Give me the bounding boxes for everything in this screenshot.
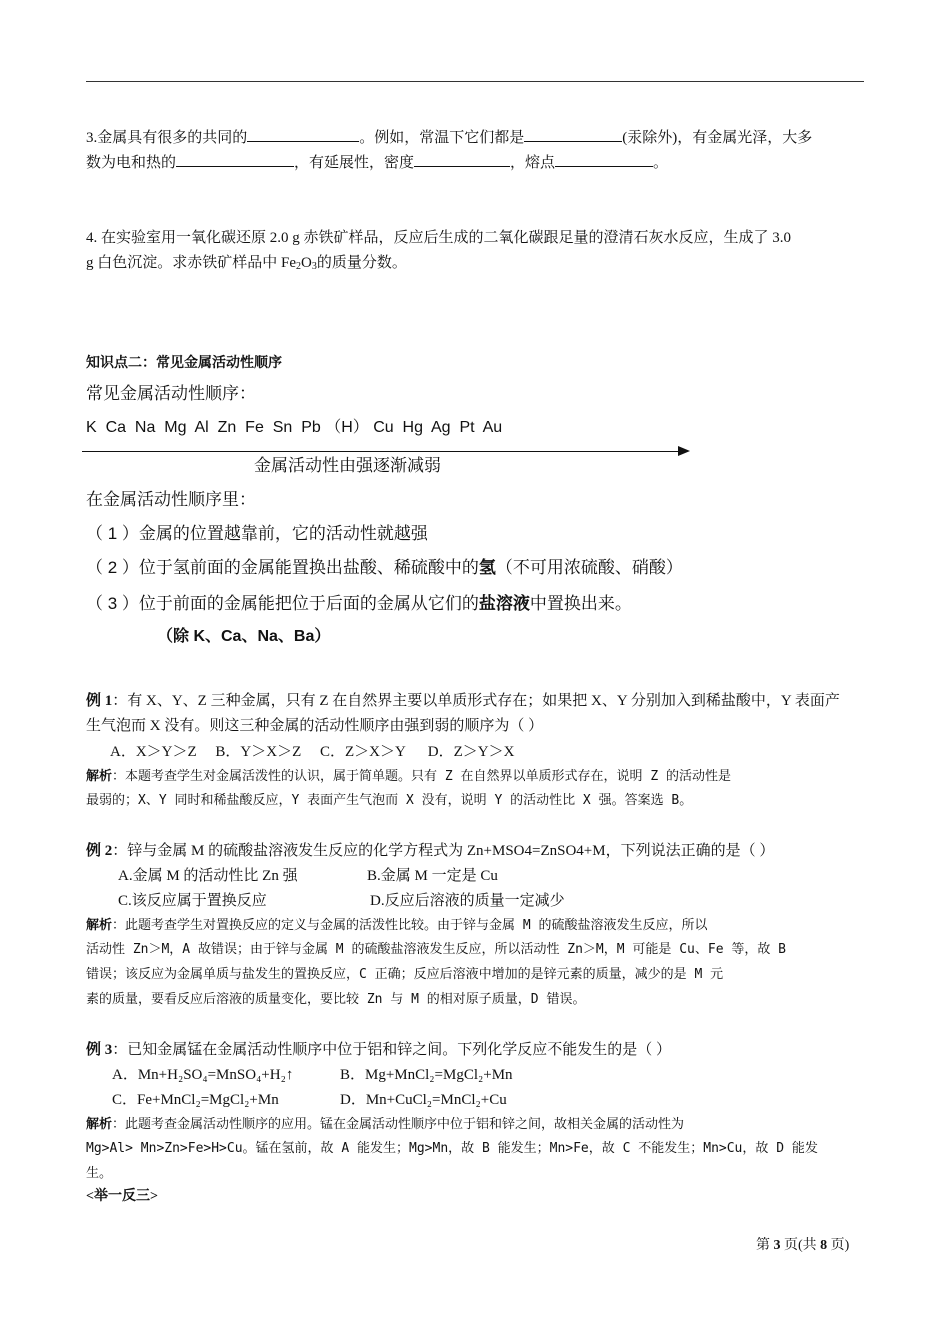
q3-blank-3[interactable] (176, 151, 294, 167)
footer-text: 第 (756, 1238, 774, 1253)
subscript: 2 (296, 261, 302, 272)
q3-blank-4[interactable] (414, 151, 510, 167)
example-3-option-b: B．Mg+MnCl₂=MgCl₂+Mn (340, 1067, 513, 1083)
q3-line2 (86, 151, 668, 175)
header-rule (86, 81, 864, 82)
rule-3-note: （除 K、Ca、Na、Ba） (157, 628, 331, 645)
rule-2 (86, 556, 683, 580)
example-2-option-c: C.该反应属于置换反应 (118, 893, 267, 909)
example-3-option-c: C．Fe+MnCl₂=MgCl₂+Mn (112, 1092, 279, 1108)
rule-emphasis: 氢 (478, 558, 496, 577)
q3-text: ，熔点 (510, 155, 556, 171)
example-3-option-d: D．Mn+CuCl₂=MnCl₂+Cu (340, 1092, 507, 1108)
q4-text: g 白色沉淀。求赤铁矿样品中 Fe (86, 255, 297, 271)
footer-text: 页(共 (780, 1238, 821, 1253)
analysis-text: ：此题考查学生对置换反应的定义与金属的活泼性比较。由于锌与金属 M 的硫酸盐溶液发生反应，所以 (112, 918, 708, 933)
page-number (756, 1234, 849, 1258)
example-3-line1 (86, 1038, 671, 1062)
example-1-line2: 生气泡而 X 没有。则这三种金属的活动性顺序由强到弱的顺序为（ ） (86, 718, 544, 734)
example-text: ：已知金属锰在金属活动性顺序中位于铝和锌之间。下列化学反应不能发生的是（ ） (112, 1042, 672, 1058)
rule-1: （ 1 ）金属的位置越靠前，它的活动性就越强 (86, 524, 428, 543)
example-3-analysis-2: Mg>Al> Mn>Zn>Fe>H>Cu。锰在氢前，故 A 能发生；Mg>Mn，故 B 能发生；Mn>Fe，故 C 不能发生；Mn>Cu，故 D 能发 (86, 1141, 818, 1156)
analysis-text: ：本题考查学生对金属活泼性的认识，属于简单题。只有 Z 在自然界以单质形式存在，说明 Z 的活动性是 (112, 769, 731, 784)
arrow-label: 金属活动性由强逐渐减弱 (254, 456, 441, 475)
arrow-line (82, 451, 678, 452)
analysis-text: ：此题考查金属活动性顺序的应用。锰在金属活动性顺序中位于铝和锌之间，故相关金属的活动性为 (112, 1117, 685, 1132)
example-label: 例 3 (86, 1042, 113, 1058)
q3-text: 。 (653, 155, 669, 171)
q3-line1 (86, 126, 812, 150)
rule-3 (86, 592, 632, 616)
example-text: ：锌与金属 M 的硫酸盐溶液发生反应的化学方程式为 Zn+MSO4=ZnSO4+M，下列说法正确的是（ ） (112, 843, 775, 859)
q4-line1: 4. 在实验室用一氧化碳还原 2.0 g 赤铁矿样品，反应后生成的二氧化碳跟足量的澄清石灰水反应，生成了 3.0 (86, 230, 792, 246)
current-page: 3 (773, 1238, 781, 1253)
example-2-option-a: A.金属 M 的活动性比 Zn 强 (118, 868, 298, 884)
example-3-analysis-3: 生。 (86, 1166, 113, 1181)
q3-text: 。例如，常温下它们都是 (359, 130, 525, 146)
example-label: 例 1 (86, 693, 113, 709)
example-2-analysis-4: 素的质量，要看反应后溶液的质量变化，要比较 Zn 与 M 的相对原子质量，D 错误。 (86, 992, 586, 1007)
example-3-analysis-1 (86, 1112, 684, 1137)
arrow-right-icon (678, 446, 690, 456)
q3-text: 数为电和热的 (86, 155, 177, 171)
example-1-line1 (86, 689, 840, 713)
q3-blank-5[interactable] (555, 151, 653, 167)
q3-text: 3.金属具有很多的共同的 (86, 130, 248, 146)
example-2-analysis-3: 错误；该反应为金属单质与盐发生的置换反应，C 正确；反应后溶液中增加的是锌元素的质量，减少的是 M 元 (86, 967, 724, 982)
rules-intro: 在金属活动性顺序里： (86, 490, 256, 509)
analysis-label: 解析 (86, 917, 113, 932)
activity-series: K Ca Na Mg Al Zn Fe Sn Pb （H） Cu Hg Ag Pt Au (86, 419, 503, 436)
example-text: ：有 X、Y、Z 三种金属，只有 Z 在自然界主要以单质形式存在；如果把 X、Y 分别加入到稀盐酸中，Y 表面产 (112, 693, 840, 709)
q3-blank-2[interactable] (524, 126, 622, 142)
rule-text: （不可用浓硫酸、硝酸） (495, 558, 683, 577)
q3-text: (汞除外)，有金属光泽，大多 (622, 130, 813, 146)
analysis-label: 解析 (86, 1116, 113, 1131)
subscript: 3 (311, 261, 317, 272)
example-3-option-a: A．Mn+H₂SO₄=MnSO₄+H₂↑ (112, 1067, 294, 1083)
kp2-subtitle: 常见金属活动性顺序： (86, 384, 256, 403)
example-1-analysis-2: 最弱的；X、Y 同时和稀盐酸反应，Y 表面产生气泡而 X 没有，说明 Y 的活动性比 X 强。答案选 B。 (86, 793, 693, 808)
rule-text: （ 2 ）位于氢前面的金属能置换出盐酸、稀硫酸中的 (86, 558, 479, 577)
total-pages: 8 (820, 1238, 828, 1253)
q4-line2 (86, 251, 407, 279)
example-2-option-b: B.金属 M 一定是 Cu (367, 868, 498, 884)
example-2-analysis-2: 活动性 Zn＞M，A 故错误；由于锌与金属 M 的硫酸盐溶液发生反应，所以活动性 Zn＞M，M 可能是 Cu、Fe 等，故 B (86, 942, 787, 957)
rule-text: （ 3 ）位于前面的金属能把位于后面的金属从它们的 (86, 594, 479, 613)
rule-emphasis: 盐溶液 (478, 594, 530, 613)
footer-text: 页) (827, 1238, 850, 1253)
q3-blank-1[interactable] (247, 126, 359, 142)
example-2-option-d: D.反应后溶液的质量一定减少 (370, 893, 565, 909)
example-label: 例 2 (86, 843, 113, 859)
section-title: 知识点二：常见金属活动性顺序 (86, 354, 282, 370)
analysis-label: 解析 (86, 768, 113, 783)
q4-text: O (301, 255, 312, 271)
example-1-options: A．X＞Y＞Z B．Y＞X＞Z C．Z＞X＞Y D．Z＞Y＞X (110, 744, 515, 760)
example-2-analysis-1 (86, 913, 708, 938)
example-1-analysis-1 (86, 764, 731, 789)
example-2-line1 (86, 839, 774, 863)
q4-text: 的质量分数。 (316, 255, 407, 271)
rule-text: 中置换出来。 (529, 594, 632, 613)
q3-text: ，有延展性，密度 (294, 155, 415, 171)
closing-heading: <举一反三> (86, 1189, 158, 1204)
